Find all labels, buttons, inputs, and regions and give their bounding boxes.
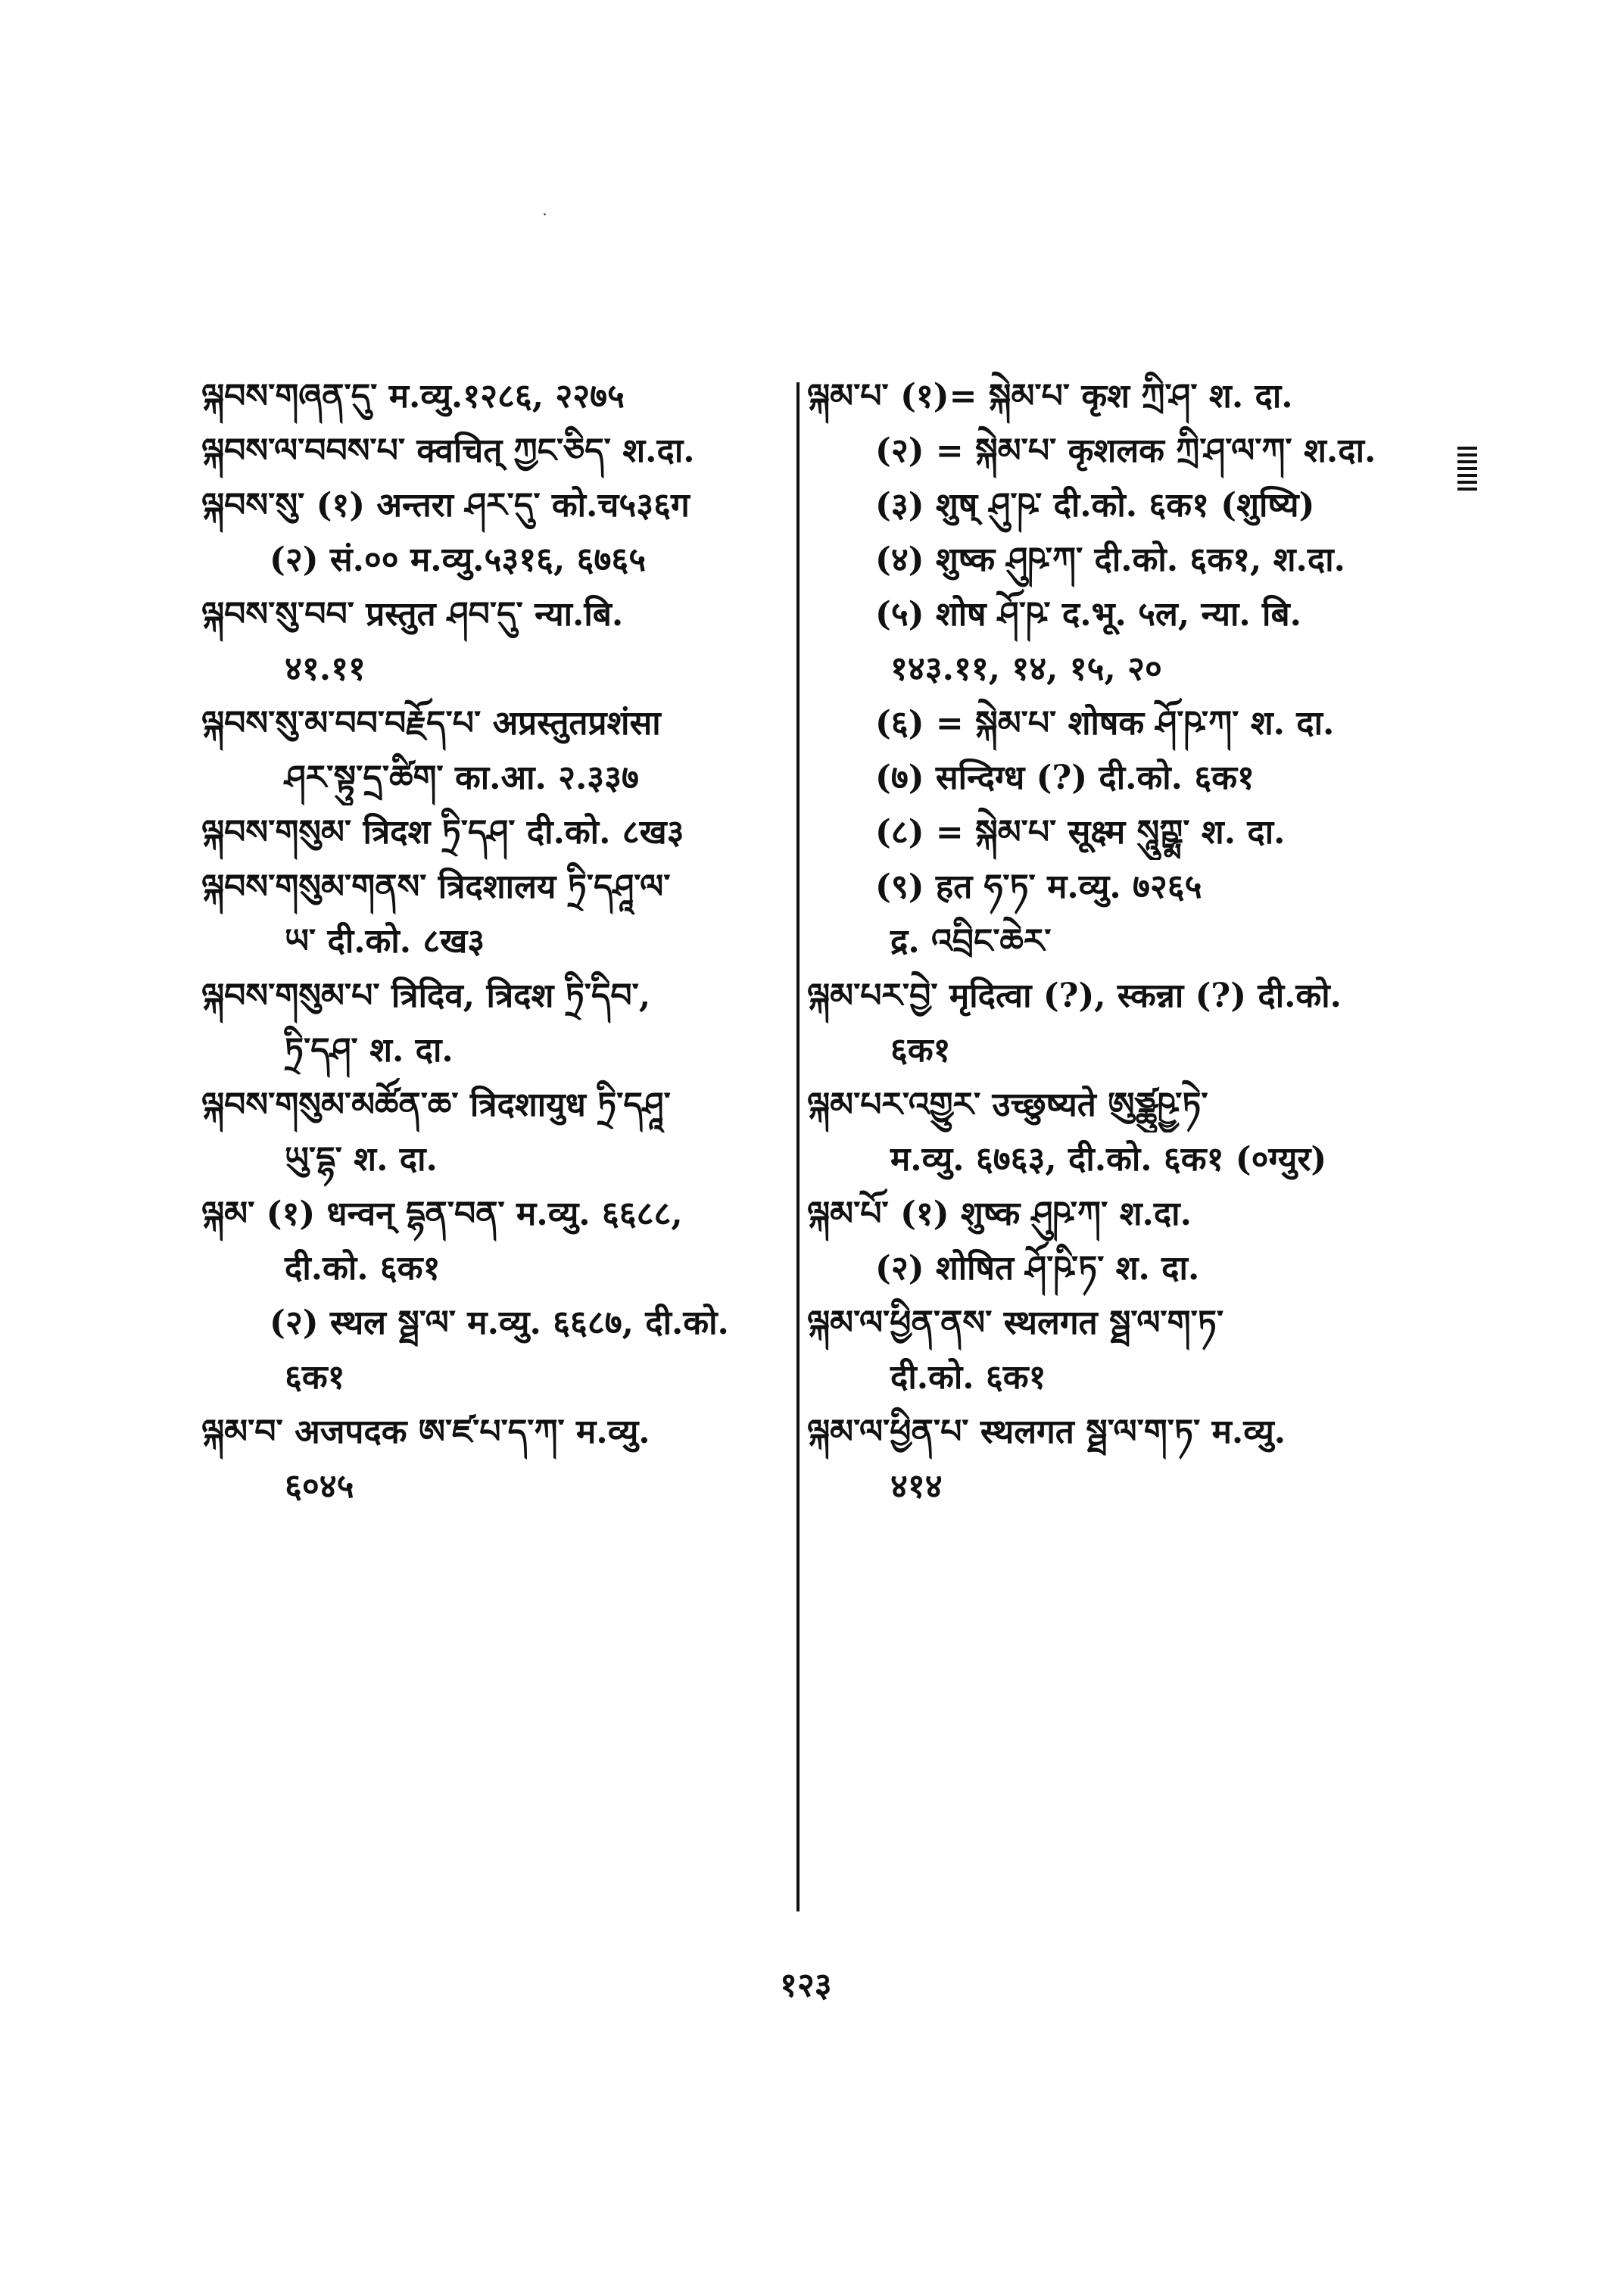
- dictionary-entry: [201, 1405, 792, 1514]
- entry-continuation-line: (२) सं.०० म.व्यु.५३१६, ६७६५: [270, 541, 647, 579]
- dictionary-entry: [201, 696, 792, 805]
- margin-scan-mark: [1457, 447, 1477, 492]
- entry-continuation-line: दी.को. ६क१: [285, 1249, 441, 1288]
- entry-continuation-line: ཏྲི་དཤ་ श. दा.: [285, 1031, 454, 1070]
- entry-continuation-line: ४१.११: [285, 650, 366, 688]
- entry-continuation-line: (७) सन्दिग्ध (?) दी.को. ६क१: [875, 759, 1255, 797]
- entry-headword-line: ལྐབས་སུ་ (१) अन्तरा ཤར་དུ་ को.च५३६ग: [201, 486, 690, 525]
- entry-continuation-line: (९) हत ཧ་ཏ་ म.व्यु. ७२६५: [875, 868, 1202, 906]
- dictionary-entry: [201, 478, 792, 587]
- entry-headword-line: ལྐམ་པར་འགྱུར་ उच्छुष्यते ཨུཙྪུཥྱ་ཏེ་: [807, 1086, 1208, 1124]
- dictionary-entry: [807, 1187, 1443, 1296]
- entry-headword-line: ལྐབས་གསུམ་ त्रिदश ཏྲི་དཤ་ दी.को. ८ख३: [201, 813, 684, 852]
- entry-continuation-line: (६) = སྐེམ་པ་ शोषक ཤོ་ཥ་ཀ་ श. दा.: [875, 704, 1335, 743]
- entry-continuation-line: (२) शोषित ཤོ་ཥི་ཏ་ श. दा.: [875, 1249, 1200, 1288]
- entry-headword-line: ལྐབས་གསུམ་གནས་ त्रिदशालय ཏྲི་དཤཱ་ལ་: [201, 868, 671, 906]
- entry-headword-line: ལྐབས་གསུམ་མཚོན་ཆ་ त्रिदशायुध ཏྲི་དཤཱ་: [201, 1086, 671, 1124]
- entry-headword-line: ལྐབས་ལ་བབས་པ་ क्वचित् ཀྱང་ཅིད་ श.दा.: [201, 431, 695, 470]
- entry-continuation-line: (८) = སྐེམ་པ་ सूक्ष्म སཱུཀྵྨ་ श. दा.: [875, 813, 1286, 852]
- entry-headword-line: ལྐབས་སུ་མ་བབ་བརྗོད་པ་ अप्रस्तुतप्रशंसा: [201, 704, 661, 743]
- entry-headword-line: ལྐམ་ལ་ཕྱིན་པ་ स्थलगत སྠ་ལ་ག་ཏ་ म.व्यु.: [807, 1413, 1286, 1451]
- dictionary-entry: [201, 805, 792, 860]
- dictionary-entry: [807, 1405, 1443, 1514]
- entry-continuation-line: ཤར་སྟུ་དྲ་ཚིག་ का.आ. २.३३७: [285, 759, 639, 797]
- entry-continuation-line: (३) शुष् ཤུ་ཥ་ दी.को. ६क१ (शुष्यि): [875, 486, 1315, 525]
- dictionary-entry: [201, 369, 792, 424]
- left-column: [201, 369, 792, 1514]
- dictionary-entry: [807, 1078, 1443, 1187]
- entry-continuation-line: (४) शुष्क ཤུཥ་ཀ་ दी.को. ६क१, श.दा.: [875, 541, 1345, 579]
- dictionary-entry: [807, 1296, 1443, 1405]
- entry-continuation-line: १४३.११, १४, १५, २०: [890, 650, 1162, 688]
- entry-continuation-line: द्र. འབྲིང་ཆེར་: [890, 922, 1052, 961]
- entry-continuation-line: ཡུ་དྷ་ श. दा.: [285, 1140, 438, 1179]
- entry-headword-line: ལྐམ་པ་ (१)= སྐེམ་པ་ कृश ཀྲི་ཤ་ श. दा.: [807, 377, 1293, 416]
- entry-headword-line: ལྐབས་གསུམ་པ་ त्रिदिव, त्रिदश ཏྲི་དིབ་,: [201, 977, 651, 1015]
- page-number: १२३: [780, 1966, 832, 2005]
- entry-headword-line: ལྐམ་ (१) धन्वन् དྷན་བན་ म.व्यु. ६६८८,: [201, 1195, 683, 1233]
- dictionary-entry: [201, 1078, 792, 1187]
- dictionary-entry: [201, 860, 792, 969]
- dictionary-entry: [807, 369, 1443, 969]
- dictionary-entry: [807, 969, 1443, 1078]
- entry-headword-line: ལྐམ་པོ་ (१) शुष्क ཤུཥ་ཀ་ श.दा.: [807, 1195, 1192, 1233]
- entry-continuation-line: ཡ་ दी.को. ८ख३: [285, 922, 485, 961]
- entry-headword-line: ལྐམ་བ་ अजपदक ཨ་ཛ་པ་ད་ཀ་ म.व्यु.: [201, 1413, 650, 1451]
- dictionary-entry: [201, 969, 792, 1078]
- stray-mark: ·: [542, 206, 547, 225]
- entry-continuation-line: म.व्यु. ६७६३, दी.को. ६क१ (०ग्युर): [890, 1140, 1327, 1179]
- dictionary-entry: [201, 1187, 792, 1405]
- entry-continuation-line: ६क१: [285, 1358, 345, 1397]
- right-column: [807, 369, 1443, 1514]
- entry-continuation-line: (२) स्थल སྠ་ལ་ म.व्यु. ६६८७, दी.को.: [270, 1304, 729, 1342]
- entry-continuation-line: ४१४: [890, 1467, 943, 1506]
- column-divider: [796, 382, 800, 1911]
- entry-headword-line: ལྐམ་པར་བྱེ་ मृदित्वा (?), स्कन्ना (?) दी.को.: [807, 977, 1342, 1015]
- entry-continuation-line: ६क१: [890, 1031, 951, 1070]
- dictionary-entry: [201, 587, 792, 696]
- dictionary-entry: [201, 424, 792, 478]
- entry-continuation-line: दी.को. ६क१: [890, 1358, 1046, 1397]
- entry-continuation-line: (२) = སྐེམ་པ་ कृशलक ཀྲི་ཤ་ལ་ཀ་ श.दा.: [875, 431, 1376, 470]
- entry-headword-line: ལྐམ་ལ་ཕྱིན་ནས་ स्थलगत སྠ་ལ་ག་ཏ་: [807, 1304, 1224, 1342]
- entry-continuation-line: ६०४५: [285, 1467, 354, 1506]
- entry-headword-line: ལྐབས་གཞན་དུ་ म.व्यु.१२८६, २२७५: [201, 377, 625, 416]
- entry-continuation-line: (५) शोष ཤོ་ཥ་ द.भू. ५ल, न्या. बि.: [875, 595, 1301, 634]
- entry-headword-line: ལྐབས་སུ་བབ་ प्रस्तुत ཤབ་དུ་ न्या.बि.: [201, 595, 624, 634]
